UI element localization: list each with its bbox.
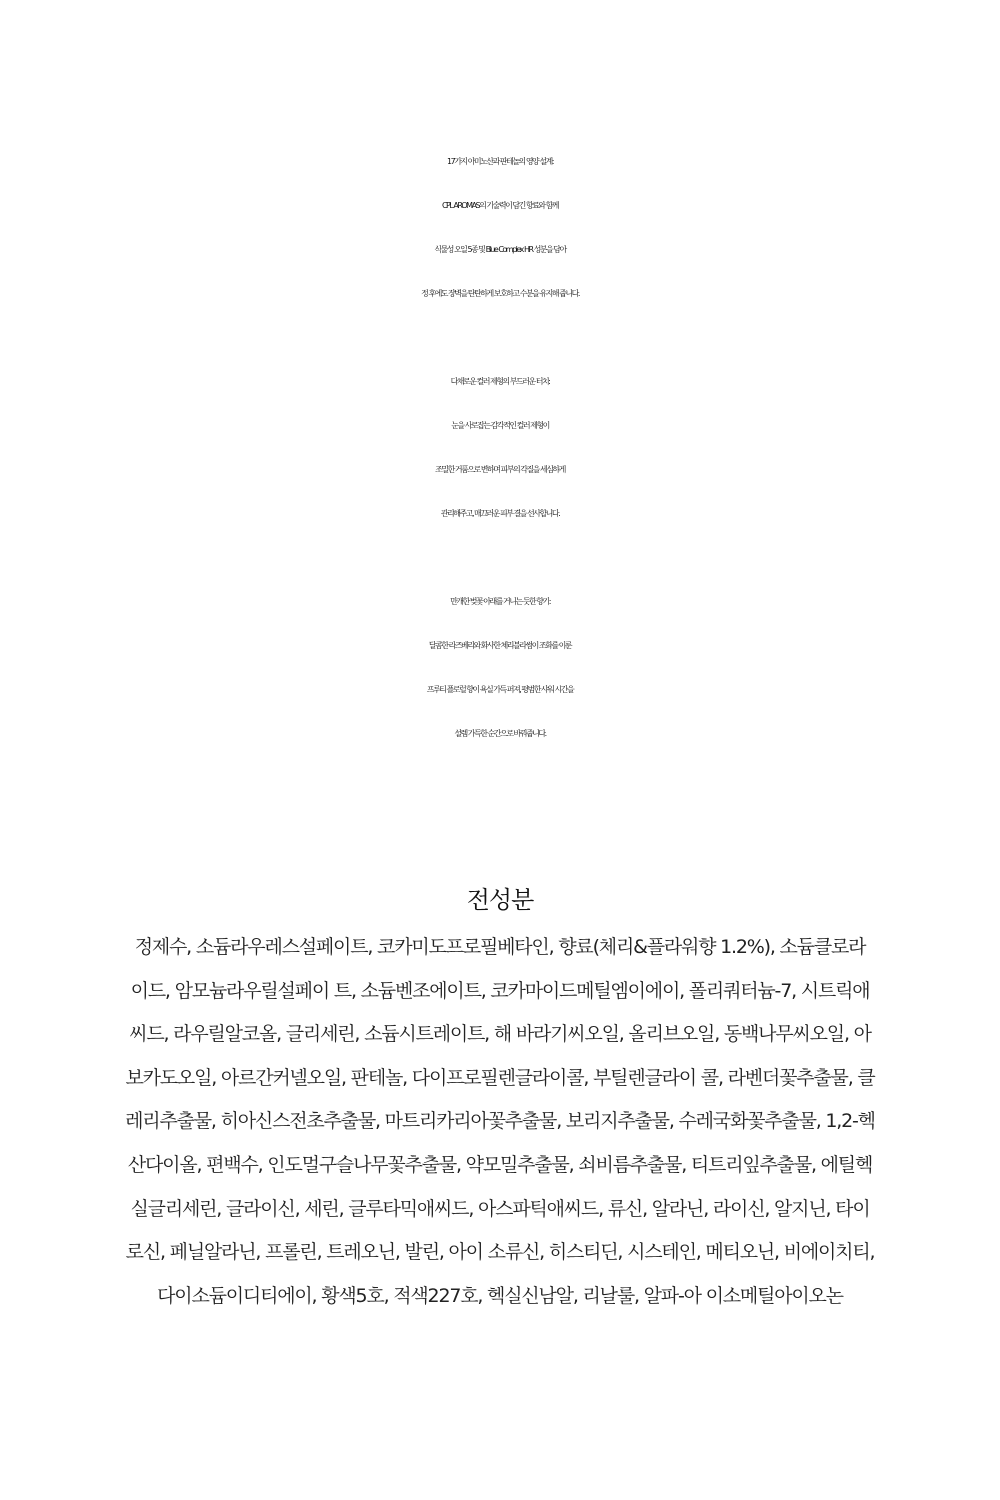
section-line: 달콤한 라즈베리와 화사한 체리블라썸이 조화를 이룬 [428,641,572,650]
section-line: 프루티 플로럴 향이 욕실 가득 퍼져, 평범한 샤워 시간을 [426,685,574,694]
ingredients-line: 로신, 페닐알라닌, 프롤린, 트레오닌, 발린, 아이 소류신, 히스티딘, 시스테인, 메티오닌, 비에이치티, [125,1241,875,1264]
section-amino-acids [0,140,1000,316]
section-line: 정 후에도 장벽을 탄탄하게 보호하고 수분을 유지해 줍니다. [421,289,579,298]
intro-text [0,140,1000,800]
section-line: 조밀한 거품으로 변하며 피부의 각질을 세심하게 [435,465,565,474]
ingredients-title: 전성분 [466,886,534,914]
ingredients-block [50,880,950,1318]
section-line: 눈을 사로잡는 감각적인 컬러 제형이 [451,421,549,430]
section-line: 관리해주고, 매끄러운 피부 결을 선사합니다. [440,509,560,518]
section-color-texture [0,360,1000,536]
section-line: CPL AROMAS의 기술력이 담긴 향료와 함께 [441,201,559,210]
section-line: 다채로운 컬러 제형의 부드러운 터치: [450,377,550,386]
ingredients-line: 다이소듐이디티에이, 황색5호, 적색227호, 헥실신남알, 리날룰, 알파-아 이소메틸아이오논 [157,1284,843,1307]
section-line: 설렘 가득한 순간으로 바꿔줍니다. [454,729,546,738]
ingredients-line: 레리추출물, 히아신스전초추출물, 마트리카리아꽃추출물, 보리지추출물, 수레국화꽃추출물, 1,2-헥 [125,1110,875,1133]
ingredients-line: 이드, 암모늄라우릴설페이 트, 소듐벤조에이트, 코카마이드메틸엠이에이, 폴리쿼터늄-7, 시트릭애 [130,979,870,1002]
section-line: 17가지 아미노산과 판테놀의 영양 설계: [447,157,553,166]
ingredients-line: 씨드, 라우릴알코올, 글리세린, 소듐시트레이트, 해 바라기씨오일, 올리브오일, 동백나무씨오일, 아 [129,1023,871,1046]
ingredients-line: 산다이올, 편백수, 인도멀구슬나무꽃추출물, 약모밀추출물, 쇠비름추출물, 티트리잎추출물, 에틸헥 [127,1153,873,1176]
section-fragrance [0,580,1000,756]
ingredients-line: 정제수, 소듐라우레스설페이트, 코카미도프로필베타인, 향료(체리&플라워향 1.2%), 소듐클로라 [134,936,866,958]
section-line: 만개한 벚꽃 아래를 거니는 듯한 향기: [450,597,550,606]
ingredients-line: 실글리세린, 글라이신, 세린, 글루타믹애씨드, 아스파틱애씨드, 류신, 알라닌, 라이신, 알지닌, 타이 [130,1197,870,1220]
section-line: 식물성 오일 5종 및 Blue Complex HR 성분을 담아 [434,245,566,254]
ingredients-line: 보카도오일, 아르간커넬오일, 판테놀, 다이프로필렌글라이콜, 부틸렌글라이 콜, 라벤더꽃추출물, 클 [125,1066,875,1089]
